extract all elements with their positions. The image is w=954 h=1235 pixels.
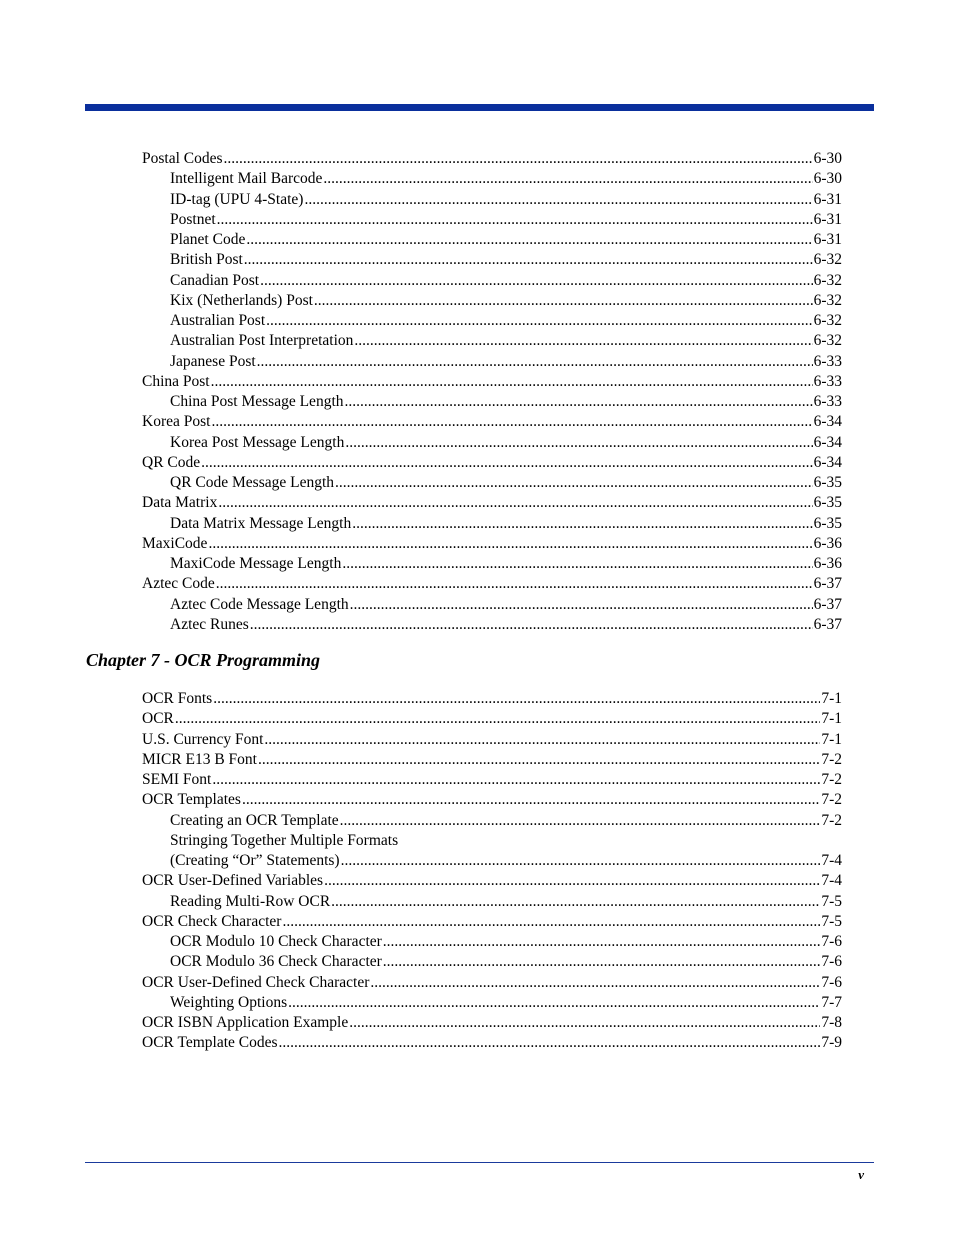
toc-leader-dots [264,730,820,750]
toc-entry-title: U.S. Currency Font [142,730,264,748]
toc-entry-title: QR Code [142,453,201,471]
toc-entry-title: OCR ISBN Application Example [142,1014,349,1031]
toc-entry-title: Weighting Options [170,993,288,1011]
toc-leader-dots [340,811,821,831]
toc-leader-dots [354,331,812,351]
toc-entry-page: 6-33 [813,352,842,370]
toc-entry-title: Aztec Code [142,575,215,593]
toc-entry-page: 6-37 [813,595,842,613]
toc-entry[interactable] [0,271,954,291]
toc-entry-page: 6-30 [813,150,842,167]
toc-entry-title: MaxiCode Message Length [170,555,342,572]
toc-entry[interactable] [0,331,954,351]
toc-entry[interactable] [0,952,954,972]
toc-entry-title: SEMI Font [142,771,212,788]
toc-entry[interactable] [0,770,954,790]
toc-entry-title: OCR Template Codes [142,1034,278,1052]
toc-entry[interactable] [0,1013,954,1033]
toc-entry-title: OCR User-Defined Check Character [142,973,370,991]
toc-entry[interactable] [0,250,954,270]
toc-entry-page: 6-32 [813,312,842,329]
toc-leader-dots [246,230,812,250]
toc-entry-page: 7-2 [821,811,842,829]
toc-entry-page: 6-37 [813,575,842,593]
toc-entry[interactable] [0,892,954,912]
toc-entry-page: 7-2 [821,791,842,809]
toc-entry-page: 6-32 [813,271,842,289]
toc-leader-dots [211,412,812,432]
toc-leader-dots [201,453,812,473]
toc-leader-dots [212,770,820,790]
toc-entry-title: OCR Fonts [142,690,213,707]
toc-entry-page: 7-4 [821,872,842,890]
toc-leader-dots [342,554,812,574]
toc-entry-title: QR Code Message Length [170,474,335,491]
toc-leader-dots [352,514,812,534]
toc-entry[interactable] [0,750,954,770]
header-rule [85,104,874,111]
toc-entry-page: 7-2 [821,750,842,768]
toc-entry-page: 7-7 [821,993,842,1011]
toc-leader-dots [250,615,813,635]
toc-entry-title: OCR Modulo 36 Check Character [170,953,382,971]
toc-entry[interactable] [0,595,954,615]
toc-entry-page: 6-32 [813,291,842,309]
toc-leader-dots [279,1033,821,1053]
toc-entry-page: 6-31 [813,231,842,248]
toc-entry[interactable] [0,311,954,331]
toc-entry-page: 7-6 [821,973,842,991]
toc-entry-title: Aztec Runes [170,615,249,633]
toc-entry-title: China Post Message Length [170,393,344,410]
toc-entry-page: 7-6 [821,953,842,971]
toc-entry-title: Data Matrix [142,494,218,512]
toc-entry-title: Korea Post [142,413,211,431]
toc-leader-dots [257,352,813,372]
toc-leader-dots [218,493,812,513]
toc-entry-title: OCR Templates [142,791,241,809]
toc-entry[interactable] [0,730,954,750]
toc-leader-dots [314,291,813,311]
toc-list-chapter-6 [0,149,954,635]
toc-leader-dots [370,973,820,993]
toc-entry[interactable] [0,169,954,189]
toc-leader-dots [224,149,813,169]
toc-entry-title: Reading Multi-Row OCR [170,892,331,910]
toc-entry[interactable] [0,392,954,412]
toc-entry[interactable] [0,1033,954,1053]
toc-entry[interactable] [0,574,954,594]
toc-entry-title: Data Matrix Message Length [170,514,352,532]
toc-entry[interactable] [0,372,954,392]
toc-list-chapter-7 [0,689,954,1054]
toc-entry-page: 7-5 [821,892,842,910]
toc-entry[interactable] [0,514,954,534]
toc-entry-title: Australian Post Interpretation [170,332,354,350]
toc-leader-dots [208,534,812,554]
toc-entry-title: China Post [142,372,210,390]
toc-leader-dots [260,271,812,291]
toc-entry[interactable] [0,291,954,311]
toc-leader-dots [244,250,813,270]
toc-entry-page: 6-35 [813,494,842,512]
toc-leader-dots [383,932,821,952]
toc-entry[interactable] [0,210,954,230]
toc-entry[interactable] [0,932,954,952]
toc-entry-title: Planet Code [170,231,246,248]
toc-entry[interactable] [0,811,954,831]
toc-entry-title: Korea Post Message Length [170,433,345,451]
toc-entry-page: 6-34 [813,433,842,451]
toc-entry-page: 6-36 [813,555,842,572]
toc-leader-dots [258,750,820,770]
toc-entry-page: 7-1 [821,710,842,728]
toc-entry[interactable] [0,230,954,250]
toc-leader-dots [217,210,813,230]
toc-entry[interactable] [0,871,954,891]
toc-entry-page: 6-33 [813,372,842,390]
toc-entry-page: 6-32 [813,332,842,350]
toc-entry-title: British Post [170,251,243,269]
toc-entry-title: Intelligent Mail Barcode [170,170,323,188]
toc-entry-title: OCR [142,710,174,728]
toc-entry[interactable] [0,190,954,210]
toc-entry[interactable] [0,534,954,554]
toc-entry-page: 7-6 [821,933,842,950]
toc-leader-dots [266,311,812,331]
page-number: v [858,1167,864,1182]
toc-entry[interactable] [0,851,954,871]
toc-entry[interactable] [0,149,954,169]
toc-entry-page: 7-1 [821,690,842,707]
toc-leader-dots [216,574,813,594]
toc-entry[interactable] [0,689,954,709]
toc-entry-page: 6-35 [813,474,842,491]
toc-entry[interactable] [0,615,954,635]
toc-entry-page: 6-35 [813,514,842,532]
toc-entry-page: 7-2 [821,771,842,788]
toc-entry-title: Postnet [170,210,216,228]
toc-entry[interactable] [0,453,954,473]
toc-entry-title: Canadian Post [170,271,260,289]
toc-entry-page: 6-31 [813,190,842,208]
toc-entry[interactable] [0,493,954,513]
toc-entry-title: Japanese Post [170,352,256,370]
footer-rule [85,1162,874,1163]
toc-entry-page: 7-9 [821,1034,842,1052]
toc-entry[interactable] [0,709,954,729]
toc-leader-dots [288,993,820,1013]
toc-entry-page: 6-30 [813,170,842,188]
toc-entry-page: 6-31 [813,210,842,228]
toc-entry[interactable] [0,554,954,574]
toc-entry[interactable] [0,973,954,993]
toc-leader-dots [350,595,813,615]
toc-leader-dots [345,392,813,412]
toc-leader-dots [323,169,812,189]
toc-leader-dots [282,912,820,932]
toc-entry-page: 7-1 [821,730,842,748]
toc-entry-page: 6-34 [813,453,842,471]
toc-leader-dots [324,871,820,891]
toc-entry[interactable] [0,412,954,432]
toc-entry[interactable] [0,352,954,372]
toc-entry-title: MaxiCode [142,534,208,552]
toc-leader-dots [175,709,820,729]
toc-leader-dots [341,851,821,871]
toc-entry[interactable] [0,433,954,453]
toc-entry[interactable] [0,993,954,1013]
toc-entry-page: 6-36 [813,534,842,552]
toc-entry-title: (Creating “Or” Statements) [170,852,340,869]
toc-entry-page: 7-4 [821,852,842,869]
chapter-7-heading: Chapter 7 - OCR Programming [86,650,321,670]
toc-entry[interactable] [0,912,954,932]
toc-entry-page: 7-8 [821,1014,842,1031]
toc-leader-dots [345,433,812,453]
toc-entry-title: MICR E13 B Font [142,750,257,768]
toc-leader-dots [331,892,820,912]
toc-entry-title: Aztec Code Message Length [170,595,349,613]
toc-entry-page: 6-32 [813,251,842,269]
toc-entry-title: Australian Post [170,312,266,329]
toc-entry-title: OCR Modulo 10 Check Character [170,933,382,950]
toc-entry-title: Postal Codes [142,150,223,167]
toc-leader-dots [304,190,812,210]
toc-entry[interactable] [0,790,954,810]
toc-entry-title: Creating an OCR Template [170,811,339,829]
toc-leader-dots [242,790,820,810]
toc-leader-dots [349,1013,820,1033]
toc-entry-page: 6-34 [813,413,842,431]
toc-entry-title: ID-tag (UPU 4-State) [170,190,304,208]
toc-entry-title: OCR Check Character [142,912,282,930]
toc-entry-title: OCR User-Defined Variables [142,872,324,890]
toc-leader-dots [383,952,821,972]
toc-leader-dots [335,473,813,493]
toc-entry-page: 6-37 [813,615,842,633]
toc-leader-dots [211,372,813,392]
toc-entry[interactable] [0,831,954,851]
toc-entry[interactable] [0,473,954,493]
toc-leader-dots [213,689,820,709]
toc-entry-title: Kix (Netherlands) Post [170,291,313,309]
toc-entry-title: Stringing Together Multiple Formats [170,831,399,849]
toc-entry-page: 6-33 [813,393,842,410]
toc-entry-page: 7-5 [821,912,842,930]
